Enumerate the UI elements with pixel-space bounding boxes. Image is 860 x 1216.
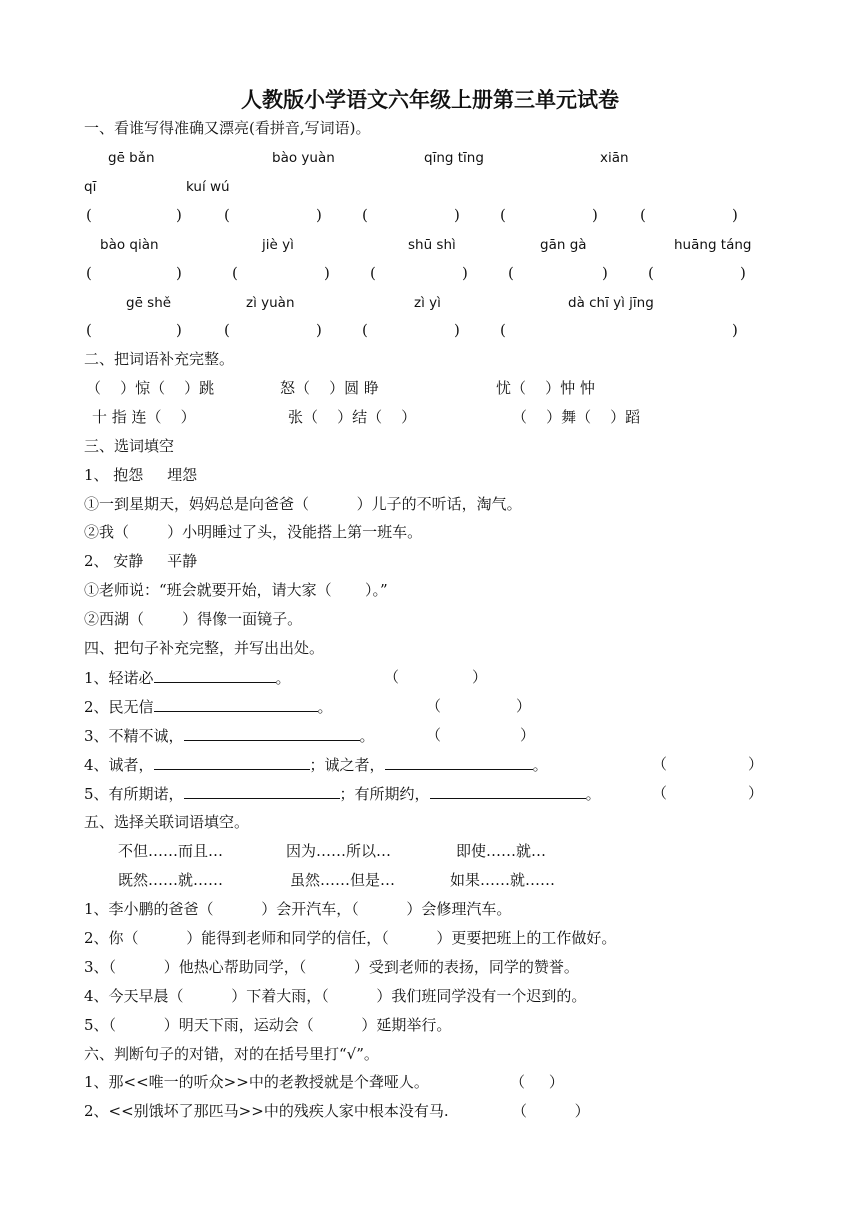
- sentence-3: [84, 725, 375, 746]
- source-bracket-close: ）: [516, 697, 532, 715]
- sentence-5: [84, 783, 601, 804]
- source-bracket-open: （: [652, 784, 668, 802]
- answer-bracket-open: (: [362, 206, 368, 224]
- answer-bracket-open: (: [224, 206, 230, 224]
- pinyin: dà chī yì jīng: [568, 295, 654, 311]
- word-choice: 1、 抱怨 埋怨: [84, 466, 198, 484]
- section-2-heading: 二、把词语补充完整。: [84, 350, 235, 368]
- answer-bracket-close: ): [602, 264, 608, 282]
- answer-bracket-close: ): [316, 206, 322, 224]
- period: 。: [585, 785, 601, 803]
- source-bracket-close: ）: [748, 755, 764, 773]
- question: 1、那<<唯一的听众>>中的老教授就是个聋哑人。: [84, 1073, 429, 1091]
- source-bracket-close: ）: [472, 668, 488, 686]
- sentence-text: 5、有所期诺，: [84, 785, 184, 803]
- answer-bracket-close: ): [324, 264, 330, 282]
- section-5-heading: 五、选择关联词语填空。: [84, 813, 250, 831]
- fill-item: 张（ ）结（ ）: [288, 408, 417, 426]
- question: 2、<<别饿坏了那匹马>>中的残疾人家中根本没有马.: [84, 1102, 449, 1120]
- conjunction-option: 虽然……但是…: [290, 871, 396, 889]
- conjunction-option: 如果……就……: [450, 871, 556, 889]
- sentence-text: 2、民无信: [84, 698, 154, 716]
- blank-line: [385, 754, 533, 770]
- section-1-heading: 一、看谁写得准确又漂亮(看拼音,写词语)。: [84, 119, 371, 137]
- pinyin: gē bǎn: [108, 150, 155, 166]
- blank-line: [430, 783, 586, 799]
- word-choice: 2、 安静 平静: [84, 552, 198, 570]
- sentence-text: 3、不精不诚，: [84, 727, 184, 745]
- pinyin: jiè yì: [262, 237, 294, 253]
- pinyin: xiān: [600, 150, 629, 166]
- sentence-2: [84, 696, 333, 717]
- pinyin: bào qiàn: [100, 237, 159, 253]
- blank-line: [154, 696, 318, 712]
- answer-bracket-open: (: [224, 321, 230, 339]
- sentence-text: ；有所期约，: [339, 785, 430, 803]
- period: 。: [275, 669, 291, 687]
- answer-bracket-close: ): [176, 264, 182, 282]
- sentence-4: [84, 754, 548, 775]
- pinyin: huāng táng: [674, 237, 752, 253]
- answer-bracket-open: (: [500, 206, 506, 224]
- question: ②我（ ）小明睡过了头，没能搭上第一班车。: [84, 523, 423, 541]
- question: ①一到星期天，妈妈总是向爸爸（ ）儿子的不听话，淘气。: [84, 495, 522, 513]
- pinyin: kuí wú: [186, 179, 230, 195]
- answer-bracket-close: ): [454, 321, 460, 339]
- source-bracket-open: （: [384, 668, 400, 686]
- answer-bracket-open: (: [86, 264, 92, 282]
- pinyin: shū shì: [408, 237, 456, 253]
- answer-bracket: （ ）: [510, 1073, 564, 1091]
- pinyin: gē shě: [126, 295, 172, 311]
- answer-bracket-open: (: [232, 264, 238, 282]
- conjunction-option: 不但……而且…: [118, 842, 224, 860]
- sentence-text: 4、诚者，: [84, 756, 154, 774]
- source-bracket-open: （: [426, 726, 442, 744]
- answer-bracket-open: (: [370, 264, 376, 282]
- answer-bracket-close: ): [176, 206, 182, 224]
- question: 3、（ ）他热心帮助同学，（ ）受到老师的表扬，同学的赞誉。: [84, 958, 579, 976]
- source-bracket-open: （: [426, 697, 442, 715]
- answer-bracket-close: ): [454, 206, 460, 224]
- pinyin: bào yuàn: [272, 150, 335, 166]
- pinyin: qīng tīng: [424, 150, 484, 166]
- source-bracket-open: （: [652, 755, 668, 773]
- blank-line: [184, 725, 360, 741]
- fill-item: 忧（ ）忡 忡: [496, 379, 595, 397]
- answer-bracket-open: (: [86, 206, 92, 224]
- source-bracket-close: ）: [520, 726, 536, 744]
- answer-bracket-close: ): [732, 206, 738, 224]
- pinyin: zì yuàn: [246, 295, 295, 311]
- answer-bracket-close: ): [740, 264, 746, 282]
- source-bracket-close: ）: [748, 784, 764, 802]
- question: 5、（ ）明天下雨，运动会（ ）延期举行。: [84, 1016, 452, 1034]
- question: ①老师说：“班会就要开始，请大家（ ）。”: [84, 581, 388, 599]
- answer-bracket-close: ): [592, 206, 598, 224]
- answer-bracket-open: (: [508, 264, 514, 282]
- blank-line: [154, 667, 276, 683]
- answer-bracket-close: ): [462, 264, 468, 282]
- question: 4、今天早晨（ ）下着大雨，（ ）我们班同学没有一个迟到的。: [84, 987, 587, 1005]
- conjunction-option: 因为……所以…: [286, 842, 392, 860]
- pinyin: qī: [84, 179, 97, 195]
- period: 。: [359, 727, 375, 745]
- answer-bracket-open: (: [500, 321, 506, 339]
- sentence-text: ；诚之者，: [309, 756, 385, 774]
- page-title: 人教版小学语文六年级上册第三单元试卷: [241, 87, 619, 112]
- answer-bracket-open: (: [86, 321, 92, 339]
- conjunction-option: 即使……就…: [456, 842, 547, 860]
- period: 。: [317, 698, 333, 716]
- answer-bracket-close: ): [316, 321, 322, 339]
- fill-item: （ ）舞（ ）蹈: [512, 408, 641, 426]
- question: 1、李小鹏的爸爸（ ）会开汽车，（ ）会修理汽车。: [84, 900, 512, 918]
- section-4-heading: 四、把句子补充完整，并写出出处。: [84, 639, 325, 657]
- blank-line: [154, 754, 310, 770]
- answer-bracket-close: ): [176, 321, 182, 339]
- sentence-1: [84, 667, 291, 688]
- question: 2、你（ ）能得到老师和同学的信任，（ ）更要把班上的工作做好。: [84, 929, 617, 947]
- question: ②西湖（ ）得像一面镜子。: [84, 610, 303, 628]
- fill-item: 怒（ ）圆 睁: [280, 379, 379, 397]
- fill-item: （ ）惊（ ）跳: [86, 379, 215, 397]
- blank-line: [184, 783, 340, 799]
- section-6-heading: 六、判断句子的对错，对的在括号里打“√”。: [84, 1045, 379, 1063]
- pinyin: gān gà: [540, 237, 587, 253]
- sentence-text: 1、轻诺必: [84, 669, 154, 687]
- section-3-heading: 三、选词填空: [84, 437, 175, 455]
- answer-bracket-open: (: [640, 206, 646, 224]
- answer-bracket-open: (: [362, 321, 368, 339]
- conjunction-option: 既然……就……: [118, 871, 224, 889]
- pinyin: zì yì: [414, 295, 441, 311]
- answer-bracket-close: ): [732, 321, 738, 339]
- period: 。: [532, 756, 548, 774]
- fill-item: 十 指 连（ ）: [92, 408, 196, 426]
- answer-bracket: （ ）: [512, 1102, 590, 1120]
- answer-bracket-open: (: [648, 264, 654, 282]
